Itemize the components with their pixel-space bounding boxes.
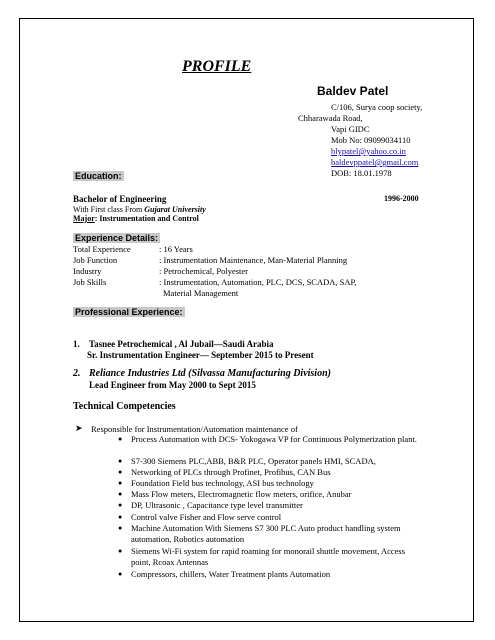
exp-row-value: : Petrochemical, Polyester — [159, 266, 248, 276]
mobile-number: Mob No: 09099034110 — [331, 135, 411, 145]
degree-years: 1996-2000 — [384, 194, 419, 203]
professional-experience-heading: Professional Experience: — [75, 307, 183, 317]
education-class — [73, 205, 206, 214]
bullet-icon: ● — [118, 570, 123, 578]
competency-item: Compressors, chillers, Water Treatment plants Automation — [131, 569, 331, 579]
technical-intro: Responsible for Instrumentation/Automation maintenance of — [91, 424, 298, 434]
exp-row-label: Job Skills — [73, 277, 107, 287]
major-label: Major — [73, 214, 95, 223]
competency-item: DP, Ultrasonic , Capacitance type level transmitter — [131, 500, 303, 510]
degree: Bachelor of Engineering — [73, 194, 167, 204]
arrow-bullet-icon: ➤ — [75, 423, 83, 433]
contact-name: Baldev Patel — [317, 84, 389, 98]
exp-row-label: Industry — [73, 266, 102, 276]
job-role: Lead Engineer from May 2000 to Sept 2015 — [89, 380, 256, 390]
technical-heading: Technical Competencies — [73, 401, 176, 412]
address-line-3: Vapi GIDC — [331, 124, 370, 134]
bullet-icon: ● — [118, 490, 123, 498]
competency-item: S7-300 Siemens PLC,ABB, B&R PLC, Operator panels HMI, SCADA, — [131, 456, 376, 466]
bullet-icon: ● — [118, 457, 123, 465]
bullet-icon: ● — [118, 468, 123, 476]
exp-row-label: Total Experience — [73, 244, 131, 254]
job-number: 1. — [73, 339, 80, 349]
university-name: Gujarat University — [144, 205, 206, 214]
page-title: PROFILE — [182, 58, 252, 75]
major-value: : Instrumentation and Control — [94, 214, 199, 223]
email-link-1[interactable]: blypatel@yahoo.co.in — [331, 146, 406, 156]
experience-details-heading: Experience Details: — [75, 233, 159, 243]
exp-row-value: : Instrumentation, Automation, PLC, DCS, SCADA, SAP, — [159, 277, 357, 287]
education-major — [73, 214, 199, 223]
competency-item: Control valve Fisher and Flow serve control — [131, 512, 282, 522]
exp-skills-continued: Material Management — [163, 288, 239, 298]
address-line-1: C/106, Surya coop society, — [331, 102, 423, 112]
competency-item: Foundation Field bus technology, ASI bus technology — [131, 478, 314, 488]
exp-row-label: Job Function — [73, 255, 118, 265]
bullet-icon: ● — [118, 501, 123, 509]
competency-item: Mass Flow meters, Electromagnetic flow meters, orifice, Anubar — [131, 489, 352, 499]
bullet-icon: ● — [118, 524, 123, 532]
address-line-2: Chharawada Road, — [298, 113, 363, 123]
bullet-icon: ● — [118, 547, 123, 555]
competency-item: Siemens Wi-Fi system for rapid roaming for monorail shuttle movement, Access point, Rcoax Antennas — [131, 546, 406, 567]
job-company: Tasnee Petrochemical , Al Jubail—Saudi Arabia — [89, 339, 274, 349]
exp-row-value: : 16 Years — [159, 244, 193, 254]
competency-item: Process Automation with DCS- Yokogawa VP for Continuous Polymerization plant. — [131, 434, 417, 444]
competency-item: Machine Automation With Siemens S7 300 PLC Auto product handling system automation, Robotics automation — [131, 523, 401, 544]
education-heading: Education: — [75, 171, 122, 181]
date-of-birth: DOB: 18.01.1978 — [331, 168, 392, 178]
competency-item: Networking of PLCs through Profinet, Profibus, CAN Bus — [131, 467, 331, 477]
bullet-icon: ● — [118, 435, 123, 443]
class-prefix: With First class From — [73, 205, 145, 214]
bullet-icon: ● — [118, 513, 123, 521]
exp-row-value: : Instrumentation Maintenance, Man-Material Planning — [159, 255, 348, 265]
email-link-2[interactable]: baldevppatel@gmail.com — [331, 157, 419, 167]
bullet-icon: ● — [118, 479, 123, 487]
job-number: 2. — [73, 368, 81, 379]
job-role: Sr. Instrumentation Engineer— September 2015 to Present — [87, 350, 314, 360]
job-company: Reliance Industries Ltd (Silvassa Manufacturing Division) — [89, 368, 331, 379]
